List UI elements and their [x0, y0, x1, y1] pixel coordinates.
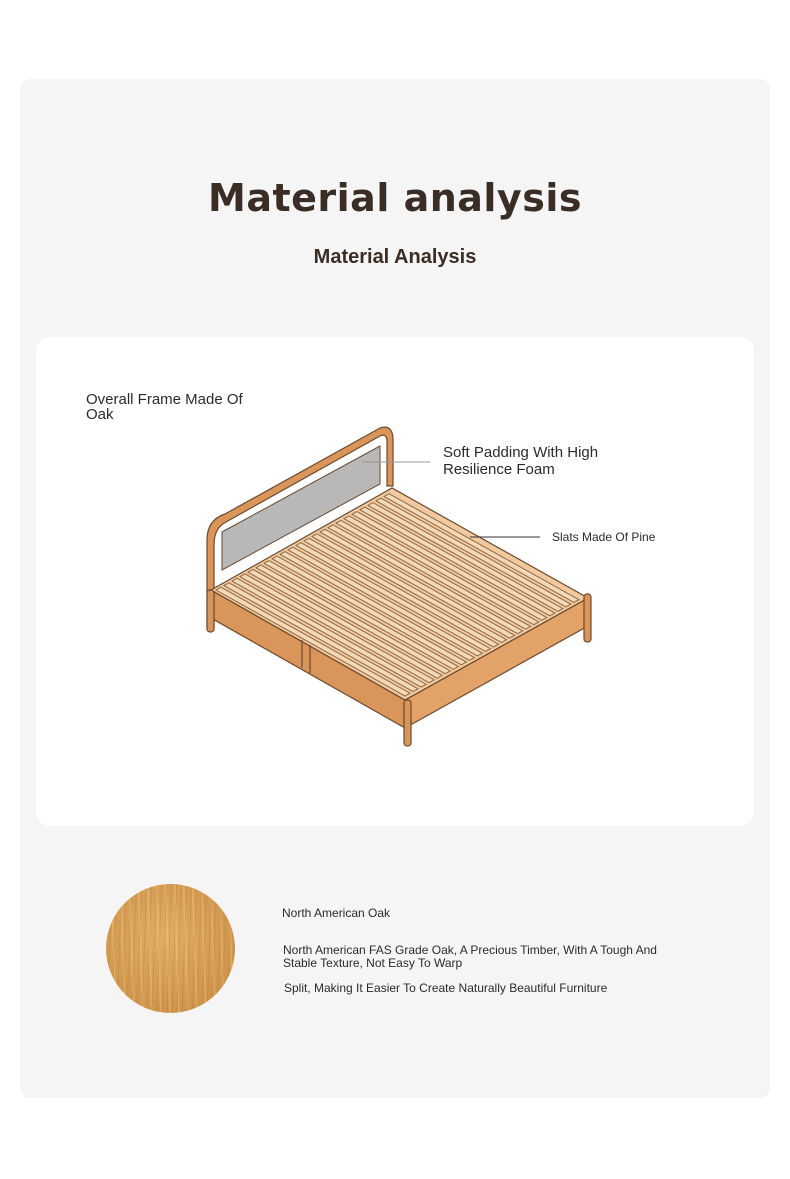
- frame-callout: Overall Frame Made Of Oak: [86, 391, 243, 423]
- material-description-2: Split, Making It Easier To Create Naturally Beautiful Furniture: [284, 981, 608, 995]
- material-description-1: North American FAS Grade Oak, A Precious Timber, With A Tough And Stable Texture, Not Easy To Warp: [283, 943, 657, 971]
- padding-callout: Soft Padding With High Resilience Foam: [443, 444, 599, 478]
- page-subtitle: Material Analysis: [313, 246, 477, 268]
- oak-wood-sample-image: [106, 884, 235, 1013]
- material-name: North American Oak: [282, 906, 391, 920]
- page-title: Material analysis: [208, 176, 582, 220]
- slats-callout: Slats Made Of Pine: [552, 530, 656, 544]
